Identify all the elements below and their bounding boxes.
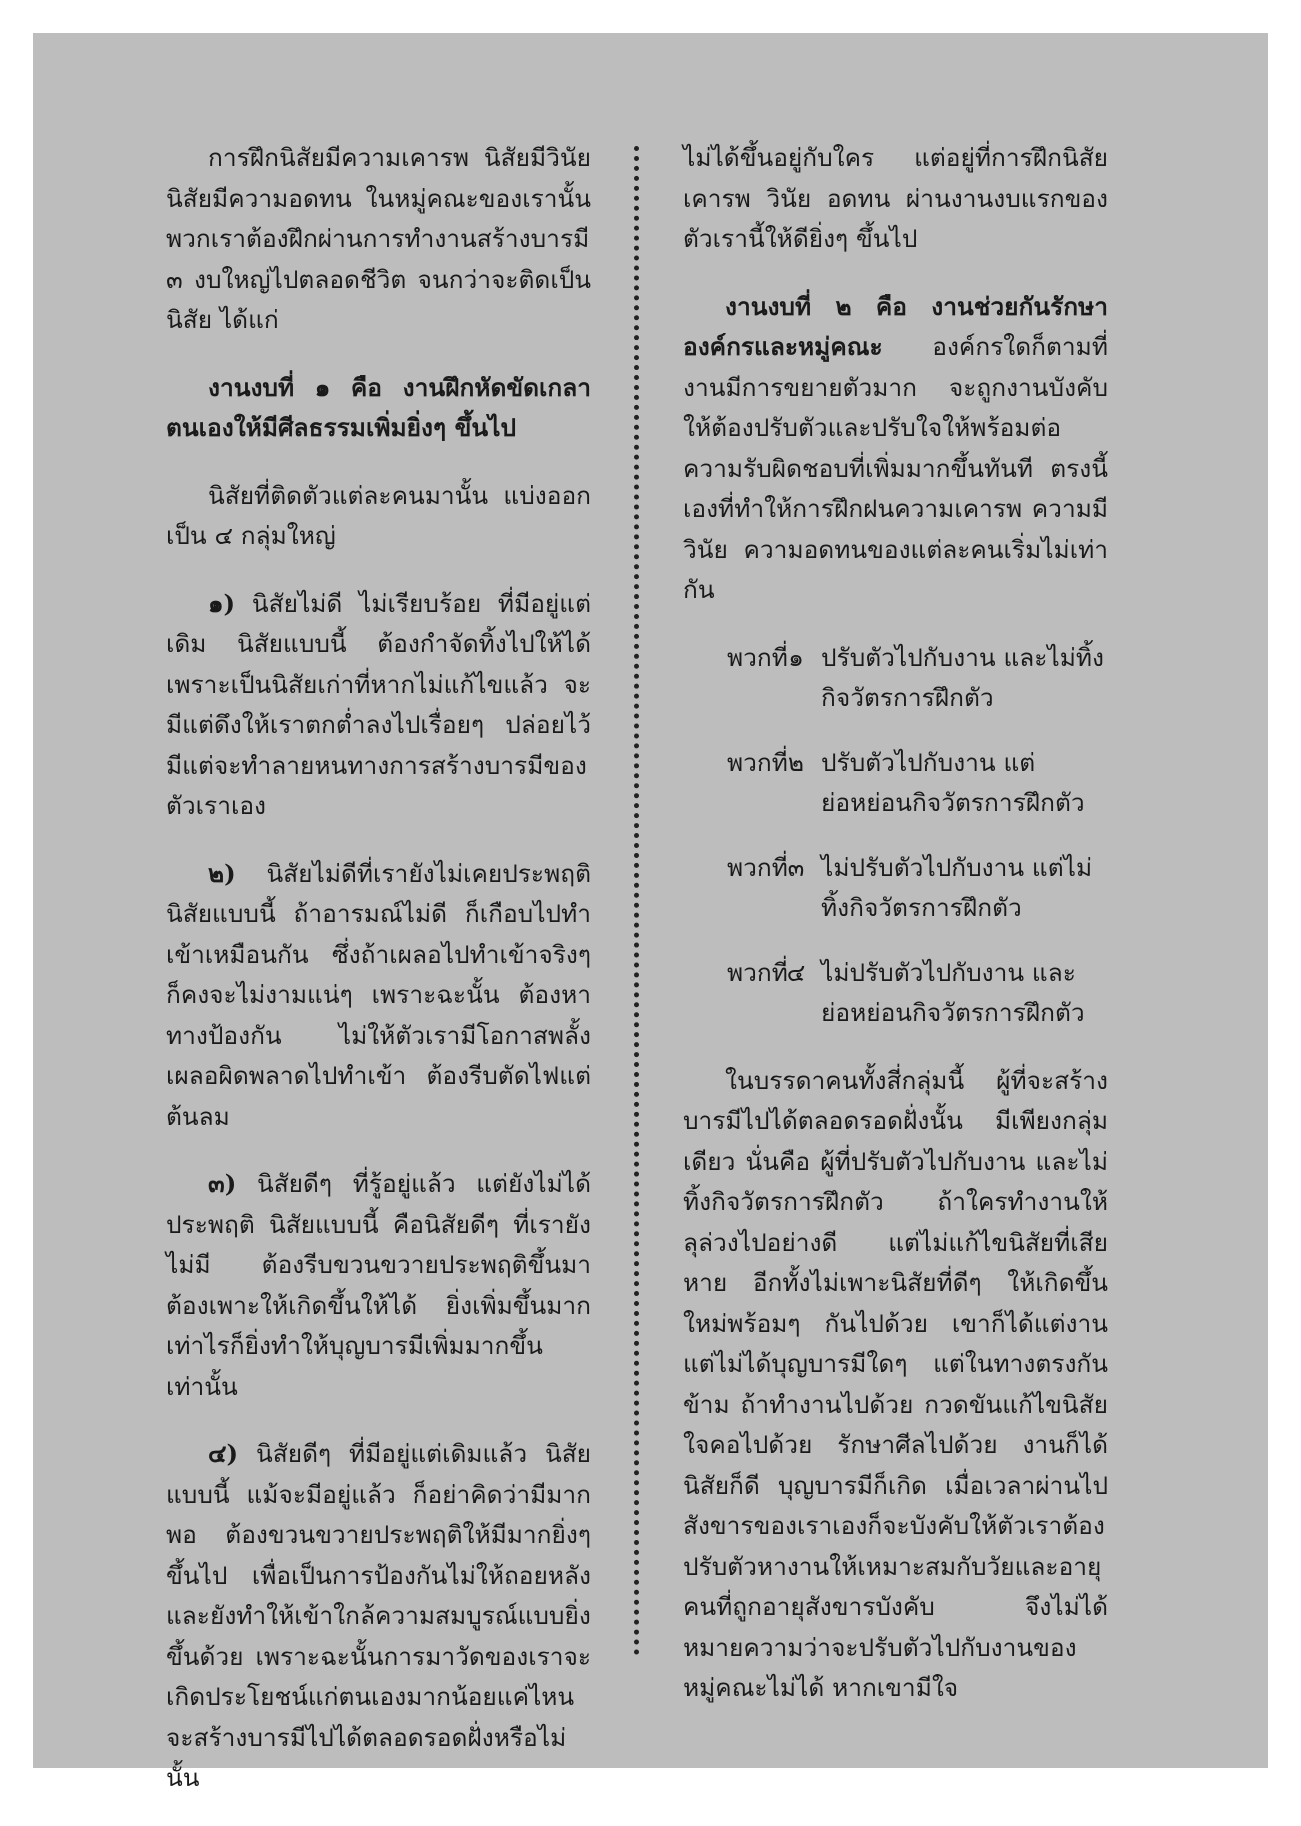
heading-2-body: องค์กรใดก็ตามที่งานมีการขยายตัวมาก จะถูกงานบังคับให้ต้องปรับตัวและปรับใจให้พร้อมต่อความรับผิดชอบที่เพิ่มมากขึ้นทันที ตรงนี้เองที่ทำให้การฝึกฝนความเคารพ ความมีวินัย ความอดทนของแต่ละคนเริ่มไม่เท่ากัน: [683, 332, 1108, 604]
heading-2-text: งานงบที่ ๒ คือ งานช่วยกันรักษาองค์กรและหมู่คณะ: [683, 291, 1108, 361]
group-number: ๔: [786, 957, 806, 987]
right-column: [683, 138, 1108, 1736]
group-number: ๒: [787, 747, 805, 777]
group-item: [683, 743, 1108, 824]
habit-item-3-number: ๓): [208, 1169, 237, 1198]
group-label: พวกที่: [727, 747, 788, 777]
left-column: [166, 138, 591, 1826]
section-heading-1: [166, 368, 591, 449]
closing-paragraph: ในบรรดาคนทั้งสี่กลุ่มนี้ ผู้ที่จะสร้างบารมีไปได้ตลอดรอดฝั่งนั้น มีเพียงกลุ่มเดียว นั่นคือ ผู้ที่ปรับตัวไปกับงาน และไม่ทิ้งกิจวัตรการฝึกตัว ถ้าใครทำงานให้ลุล่วงไปอย่างดี แต่ไม่แก้ไขนิสัยที่เสียหาย อีกทั้งไม่เพาะนิสัยที่ดีๆ ให้เกิดขึ้นใหม่พร้อมๆ กันไปด้วย เขาก็ได้แต่งาน แต่ไม่ได้บุญบารมีใดๆ แต่ในทางตรงกันข้าม ถ้าทำงานไปด้วย กวดขันแก้ไขนิสัยใจคอไปด้วย รักษาศีลไปด้วย งานก็ได้ นิสัยก็ดี บุญบารมีก็เกิด เมื่อเวลาผ่านไปสังขารของเราเองก็จะบังคับให้ตัวเราต้องปรับตัวหางานให้เหมาะสมกับวัยและอายุ คนที่ถูกอายุสังขารบังคับ จึงไม่ได้หมายความว่าจะปรับตัวไปกับงานของหมู่คณะไม่ได้ หากเขามีใจ: [683, 1065, 1108, 1702]
intro-paragraph: การฝึกนิสัยมีความเคารพ นิสัยมีวินัย นิสัยมีความอดทน ในหมู่คณะของเรานั้น พวกเราต้องฝึกผ่านการทำงานสร้างบารมี ๓ งบใหญ่ไปตลอดชีวิต จนกว่าจะติดเป็นนิสัย ได้แก่: [166, 143, 591, 334]
column-divider: [634, 146, 639, 1656]
group-item: [683, 848, 1108, 929]
habit-item-4-text: นิสัยดีๆ ที่มีอยู่แต่เดิมแล้ว นิสัยแบบนี้ แม้จะมีอยู่แล้ว ก็อย่าคิดว่ามีมากพอ ต้องขวนขวายประพฤติให้มีมากยิ่งๆ ขึ้นไป เพื่อเป็นการป้องกันไม่ให้ถอยหลัง และยังทำให้เข้าใกล้ความสมบูรณ์แบบยิ่งขึ้นด้วย เพราะฉะนั้นการมาวัดของเราจะเกิดประโยชน์แก่ตนเองมากน้อยแค่ไหน จะสร้างบารมีไปได้ตลอดรอดฝั่งหรือไม่นั้น: [166, 1439, 591, 1792]
group-item: [683, 638, 1108, 719]
group-label: พวกที่: [727, 642, 788, 672]
continuation-paragraph: ไม่ได้ขึ้นอยู่กับใคร แต่อยู่ที่การฝึกนิสัยเคารพ วินัย อดทน ผ่านงานงบแรกของตัวเรานี้ให้ดียิ่งๆ ขึ้นไป: [683, 143, 1108, 253]
habit-item-3: [166, 1164, 591, 1407]
habit-item-4-number: ๔): [208, 1439, 239, 1468]
group-text: ปรับตัวไปกับงาน แต่ย่อหย่อนกิจวัตรการฝึกตัว: [821, 747, 1085, 817]
habit-item-4: [166, 1434, 591, 1799]
group-list: [683, 638, 1108, 1034]
group-label: พวกที่: [727, 852, 788, 882]
habit-item-3-text: นิสัยดีๆ ที่รู้อยู่แล้ว แต่ยังไม่ได้ประพฤติ นิสัยแบบนี้ คือนิสัยดีๆ ที่เรายังไม่มี ต้องรีบขวนขวายประพฤติขึ้นมา ต้องเพาะให้เกิดขึ้นให้ได้ ยิ่งเพิ่มขึ้นมากเท่าไรก็ยิ่งทำให้บุญบารมีเพิ่มมากขึ้นเท่านั้น: [166, 1169, 591, 1401]
habit-item-1-text: นิสัยไม่ดี ไม่เรียบร้อย ที่มีอยู่แต่เดิม นิสัยแบบนี้ ต้องกำจัดทิ้งไปให้ได้ เพราะเป็นนิสัยเก่าที่หากไม่แก้ไขแล้ว จะมีแต่ดึงให้เราตกต่ำลงไปเรื่อยๆ ปล่อยไว้มีแต่จะทำลายหนทางการสร้างบารมีของตัวเราเอง: [166, 588, 591, 820]
group-text: ไม่ปรับตัวไปกับงาน และย่อหย่อนกิจวัตรการฝึกตัว: [821, 957, 1085, 1027]
habit-item-2: [166, 854, 591, 1138]
group-number: ๑: [788, 642, 804, 672]
group-text: ปรับตัวไปกับงาน และไม่ทิ้งกิจวัตรการฝึกตัว: [821, 642, 1104, 712]
groups-intro-paragraph: นิสัยที่ติดตัวแต่ละคนมานั้น แบ่งออกเป็น ๔ กลุ่มใหญ่: [166, 480, 591, 550]
habit-item-2-text: นิสัยไม่ดีที่เรายังไม่เคยประพฤติ นิสัยแบบนี้ ถ้าอารมณ์ไม่ดี ก็เกือบไปทำเข้าเหมือนกัน ซึ่งถ้าเผลอไปทำเข้าจริงๆ ก็คงจะไม่งามแน่ๆ เพราะฉะนั้น ต้องหาทางป้องกัน ไม่ให้ตัวเรามีโอกาสพลั้งเผลอผิดพลาดไปทำเข้า ต้องรีบตัดไฟแต่ต้นลม: [166, 858, 591, 1131]
section-heading-2: [683, 287, 1108, 611]
habit-item-2-number: ๒): [208, 858, 236, 888]
group-text: ไม่ปรับตัวไปกับงาน แต่ไม่ทิ้งกิจวัตรการฝึกตัว: [821, 852, 1093, 922]
group-number: ๓: [787, 852, 805, 882]
habit-item-1: [166, 584, 591, 827]
heading-1-text: งานงบที่ ๑ คือ งานฝึกหัดขัดเกลาตนเองให้มีศีลธรรมเพิ่มยิ่งๆ ขึ้นไป: [166, 372, 591, 442]
group-item: [683, 953, 1108, 1034]
habit-item-1-number: ๑): [208, 588, 236, 618]
group-label: พวกที่: [727, 957, 788, 987]
